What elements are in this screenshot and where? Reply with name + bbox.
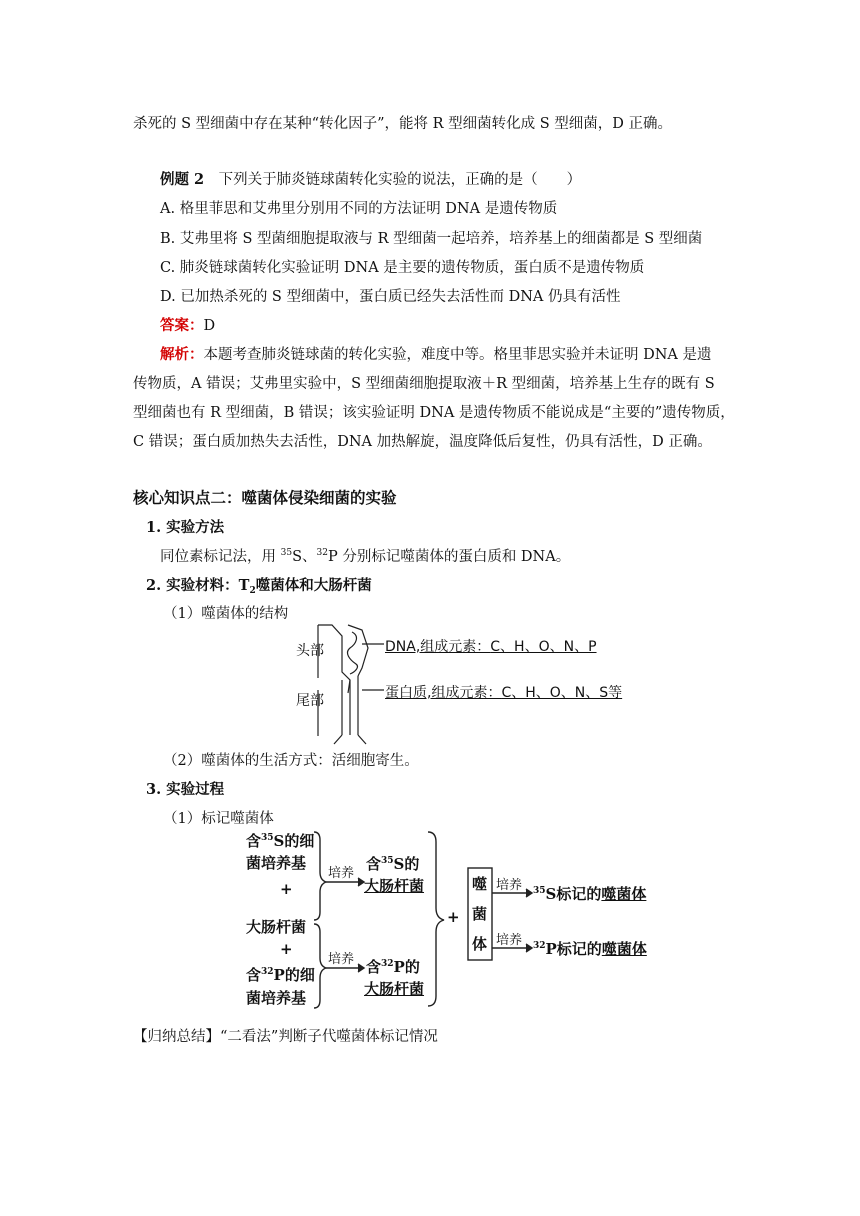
p-medium-line2: 菌培养基 (246, 989, 307, 1007)
head-label: 头部 (296, 643, 324, 659)
item2-sub1: （1）噬菌体的结构 (163, 606, 289, 622)
s-medium-line2: 菌培养基 (246, 854, 307, 872)
analysis-line-1 (160, 345, 712, 365)
phage-box-char-3: 体 (472, 935, 488, 953)
answer-label: 答案： (160, 317, 204, 334)
example-label: 例题 2 (160, 171, 205, 188)
p-medium-line1: 含$^{32}$P的细 (246, 966, 315, 984)
culture-label-1: 培养 (328, 866, 355, 881)
answer-value: D (203, 318, 216, 334)
protein-line (385, 682, 622, 702)
s-ecoli-line1: 含$^{35}$S的 (366, 855, 420, 873)
option-d: D. 已加热杀死的 S 型细菌中，蛋白质已经失去活性而 DNA 仍具有活性 (160, 289, 621, 305)
protein-label: 蛋白质,组成元素： (385, 685, 502, 701)
protein-elements: C、H、O、N、S等 (501, 685, 623, 701)
option-a: A. 格里菲思和艾弗里分别用不同的方法证明 DNA 是遗传物质 (160, 201, 558, 217)
culture-label-2: 培养 (328, 952, 355, 967)
item2-title: 2. 实验材料：$T_2$噬菌体和大肠杆菌 (146, 577, 372, 596)
phage-box-char-1: 噬 (472, 875, 488, 893)
culture-label-4: 培养 (496, 933, 523, 948)
dna-line (385, 636, 597, 656)
p-ecoli-line1: 含$^{32}$P的 (366, 958, 420, 976)
analysis-line-4: C 错误；蛋白质加热失去活性，DNA 加热解旋，温度降低后复性，仍具有活性，D 正确。 (133, 434, 712, 450)
item3-title: 3. 实验过程 (146, 781, 225, 798)
phage-box-char-2: 菌 (472, 905, 488, 923)
plus-3: + (447, 908, 460, 926)
p-ecoli-line2: 大肠杆菌 (364, 980, 425, 998)
intro-line: 杀死的 S 型细菌中存在某种“转化因子”，能将 R 型细菌转化成 S 型细菌，D 正确。 (133, 116, 672, 132)
culture-label-3: 培养 (496, 878, 523, 893)
analysis-line-2: 传物质，A 错误；艾弗里实验中，S 型细菌细胞提取液＋R 型细菌，培养基上生存的既有 S (133, 376, 715, 392)
item2-sub2: （2）噬菌体的生活方式：活细胞寄生。 (163, 753, 419, 769)
section-title: 核心知识点二：噬菌体侵染细菌的实验 (133, 488, 397, 507)
answer-line (160, 316, 215, 336)
item1-title: 1. 实验方法 (146, 519, 225, 536)
example-question (160, 170, 581, 190)
dna-label: DNA,组成元素： (385, 639, 491, 655)
dna-elements: C、H、O、N、P (490, 639, 597, 655)
item1-text: 同位素标记法，用 $^{35}$S、$^{32}$P 分别标记噬菌体的蛋白质和 DNA。 (160, 548, 571, 565)
p-result: $^{32}$P标记的噬菌体 (533, 940, 647, 958)
option-c: C. 肺炎链球菌转化实验证明 DNA 是主要的遗传物质，蛋白质不是遗传物质 (160, 260, 645, 276)
s-result: $^{35}$S标记的噬菌体 (533, 885, 647, 903)
tail-label: 尾部 (296, 693, 324, 709)
plus-1: + (280, 880, 293, 898)
item3-sub1: （1）标记噬菌体 (163, 811, 274, 827)
s-medium-line1: 含$^{35}$S的细 (246, 832, 315, 850)
option-b: B. 艾弗里将 S 型菌细胞提取液与 R 型细菌一起培养，培养基上的细菌都是 S 型细菌 (160, 231, 703, 247)
analysis-text-1: 本题考查肺炎链球菌的转化实验，难度中等。格里菲思实验并未证明 DNA 是遗 (203, 347, 712, 363)
ecoli-label: 大肠杆菌 (246, 918, 307, 936)
analysis-label: 解析： (160, 346, 204, 363)
analysis-line-3: 型细菌也有 R 型细菌，B 错误；该实验证明 DNA 是遗传物质不能说成是“主要的”遗传物质， (133, 405, 735, 421)
s-ecoli-line2: 大肠杆菌 (364, 877, 425, 895)
summary-line: 【归纳总结】“二看法”判断子代噬菌体标记情况 (133, 1029, 438, 1045)
example-question-text: 下列关于肺炎链球菌转化实验的说法，正确的是（ ） (218, 172, 582, 188)
plus-2: + (280, 940, 293, 958)
